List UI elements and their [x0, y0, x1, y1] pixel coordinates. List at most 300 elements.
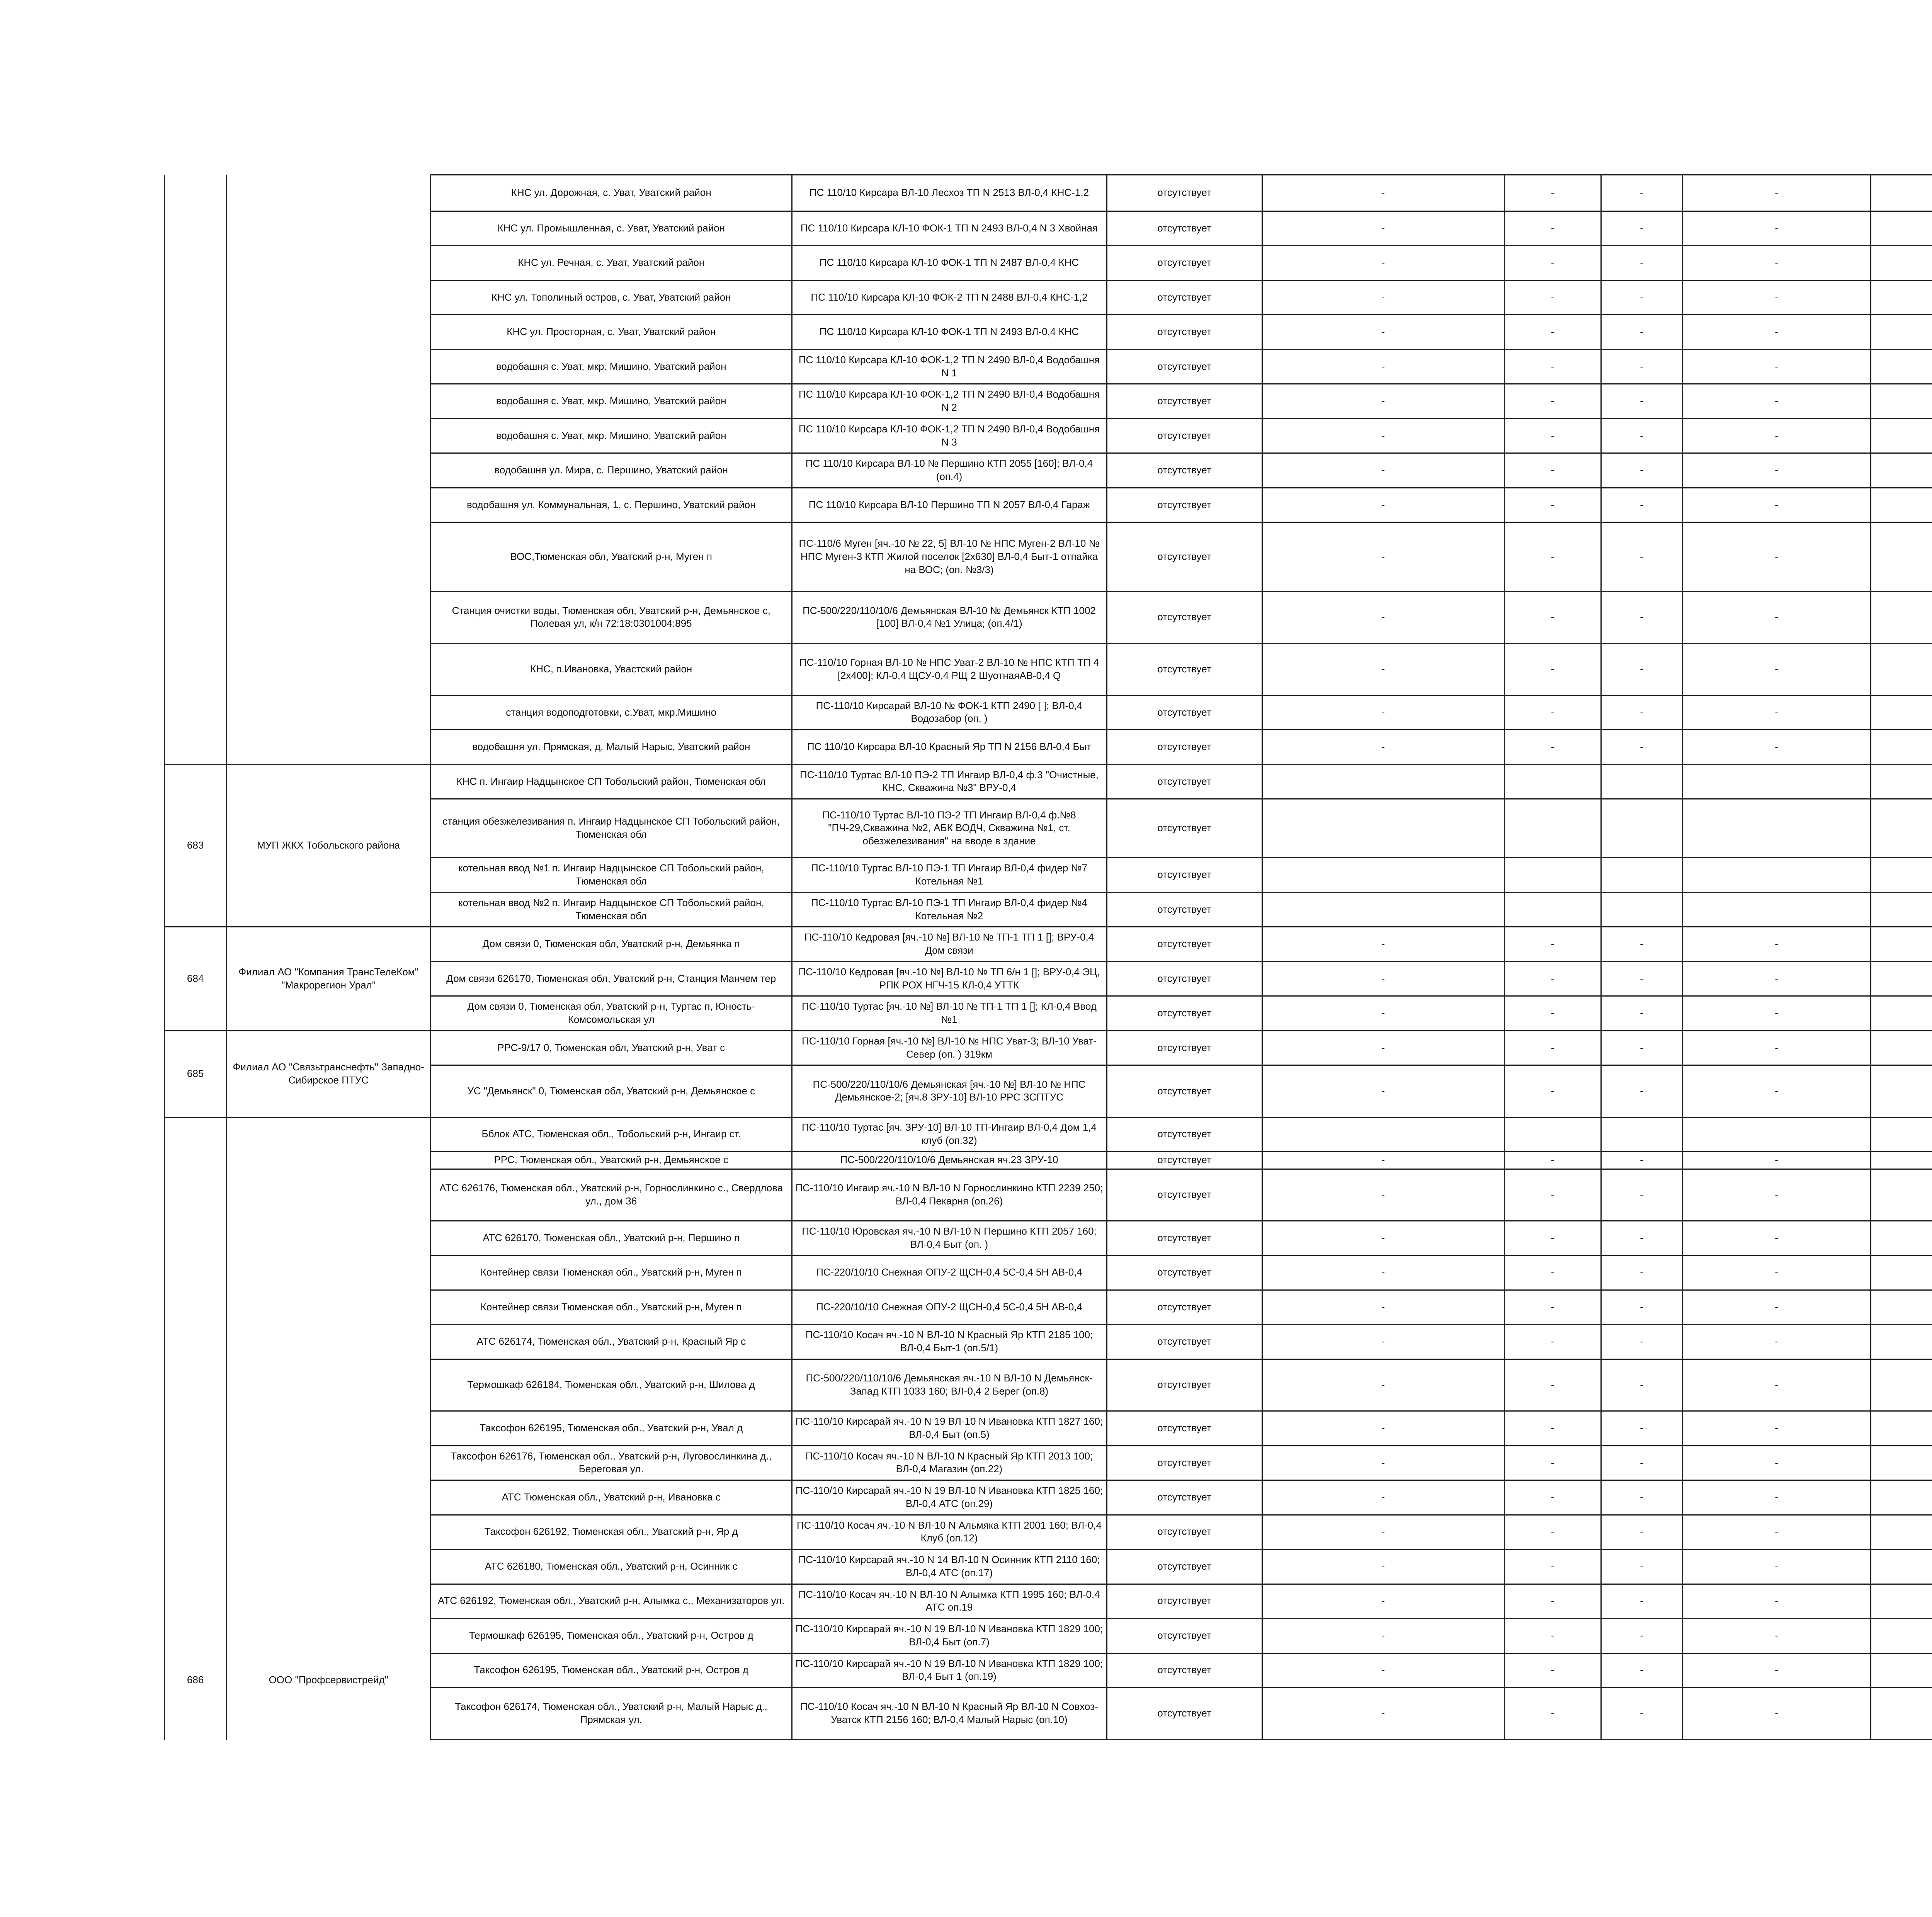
grid-line [430, 798, 1932, 799]
grid-line [1262, 175, 1263, 1740]
organization-cell [226, 175, 430, 764]
organization-cell: Филиал АО "Связьтранснефть" Западно-Сибирское ПТУС [233, 1061, 424, 1086]
empty-value-cell: - [1775, 706, 1778, 718]
empty-value-cell: - [1640, 706, 1643, 718]
grid-line [430, 1584, 1932, 1585]
empty-value-cell [1871, 418, 1932, 453]
empty-value-cell: - [1640, 1266, 1643, 1278]
empty-value-cell: - [1640, 1456, 1643, 1468]
empty-value-cell [1871, 1549, 1932, 1584]
empty-value-cell [1871, 1411, 1932, 1445]
object-cell: водобашня ул. Мира, с. Першино, Уватский район [494, 464, 728, 476]
status-cell: отсутствует [1157, 1456, 1211, 1468]
empty-value-cell: - [1640, 1491, 1643, 1503]
grid-line [1504, 175, 1505, 1740]
object-cell: котельная ввод №2 п. Ингаир Надцынское СП Тобольский район, Тюменская обл [458, 896, 764, 922]
empty-value-cell [1871, 488, 1932, 522]
grid-line [430, 1289, 1932, 1291]
empty-value-cell: - [1551, 1629, 1554, 1641]
empty-value-cell: - [1381, 1154, 1385, 1166]
empty-value-cell: - [1381, 222, 1385, 234]
status-cell: отсутствует [1157, 822, 1211, 834]
status-cell: отсутствует [1157, 1595, 1211, 1607]
empty-value-cell: - [1640, 1301, 1643, 1313]
empty-value-cell: - [1640, 972, 1643, 984]
status-cell: отсутствует [1157, 1085, 1211, 1097]
object-cell: Станция очистки воды, Тюменская обл, Уватский р-н, Демьянское с, Полевая ул, к/н 72:18:0301004:895 [452, 604, 770, 629]
power-source-cell: ПС-500/220/110/10/6 Демьянская [яч.-10 №] ВЛ-10 № НПС Демьянское-2; [яч.8 ЗРУ-10] ВЛ-10 РРС ЗСПТУС [813, 1078, 1086, 1103]
empty-value-cell: - [1381, 1526, 1385, 1538]
status-cell: отсутствует [1157, 972, 1211, 984]
power-source-cell: ПС-110/6 Муген [яч.-10 № 22, 5] ВЛ-10 № НПС Муген-2 ВЛ-10 № НПС Муген-3 КТП Жилой поселок [2х630] ВЛ-0,4 Быт-1 отпайка на ВОС; (оп. №3/3) [799, 538, 1100, 575]
power-source-cell: ПС 110/10 Кирсара ВЛ-10 Першино ТП N 2057 ВЛ-0,4 Гараж [808, 498, 1090, 510]
empty-value-cell: - [1551, 1664, 1554, 1676]
empty-value-cell [1871, 1031, 1932, 1065]
empty-value-cell [1871, 175, 1932, 211]
empty-value-cell: - [1775, 1629, 1778, 1641]
empty-value-cell: - [1551, 1335, 1554, 1347]
empty-value-cell: - [1551, 291, 1554, 303]
status-cell: отсутствует [1157, 938, 1211, 950]
power-source-cell: ПС-110/10 Кирсарай ВЛ-10 № ФОК-1 КТП 2490 [ ]; ВЛ-0,4 Водозабор (оп. ) [816, 699, 1083, 725]
status-cell: отсутствует [1157, 1491, 1211, 1503]
empty-value-cell: - [1775, 938, 1778, 950]
power-source-cell: ПС-110/10 Косач яч.-10 N ВЛ-10 N Красный Яр ВЛ-10 N Совхоз-Уватск КТП 2156 160; ВЛ-0,4 Малый Нарыс (оп.10) [800, 1701, 1098, 1726]
empty-value-cell: - [1551, 1232, 1554, 1243]
empty-value-cell: - [1775, 1595, 1778, 1607]
empty-value-cell: - [1775, 464, 1778, 476]
object-cell: водобашня с. Уват, мкр. Мишино, Уватский район [496, 395, 726, 407]
power-source-cell: ПС 110/10 Кирсара КЛ-10 ФОК-1 ТП N 2487 ВЛ-0,4 КНС [819, 257, 1079, 269]
power-source-cell: ПС-110/10 Юровская яч.-10 N ВЛ-10 N Першино КТП 2057 160; ВЛ-0,4 Быт (оп. ) [802, 1225, 1097, 1250]
empty-value-cell: - [1381, 611, 1385, 623]
empty-value-cell: - [1640, 938, 1643, 950]
empty-value-cell [1871, 643, 1932, 695]
empty-value-cell: - [1551, 326, 1554, 338]
empty-value-cell: - [1640, 611, 1643, 623]
grid-line [430, 1653, 1932, 1654]
empty-value-cell: - [1381, 1595, 1385, 1607]
empty-value-cell: - [1381, 1301, 1385, 1313]
status-cell: отсутствует [1157, 1335, 1211, 1347]
grid-line [164, 764, 431, 765]
empty-value-cell: - [1775, 1560, 1778, 1572]
empty-value-cell: - [1640, 360, 1643, 372]
grid-line [430, 857, 1932, 858]
object-cell: Бблок АТС, Тюменская обл., Тобольский р-н, Ингаир ст. [481, 1128, 741, 1140]
grid-line [430, 1324, 1932, 1325]
object-cell: Таксофон 626192, Тюменская обл., Уватский р-н, Яр д [484, 1526, 738, 1538]
power-source-cell: ПС-220/10/10 Снежная ОПУ-2 ЩСН-0,4 5С-0,4 5Н АВ-0,4 [816, 1266, 1082, 1278]
grid-line [430, 1030, 1932, 1031]
object-cell: водобашня ул. Прямская, д. Малый Нарыс, Уватский район [472, 741, 750, 753]
grid-line [164, 926, 431, 927]
empty-value-cell [1871, 245, 1932, 280]
object-cell: АТС 626192, Тюменская обл., Уватский р-н, Алымка с., Механизаторов ул. [438, 1595, 785, 1607]
grid-line [430, 211, 1932, 212]
empty-value-cell: - [1775, 1085, 1778, 1097]
status-cell: отсутствует [1157, 663, 1211, 675]
empty-value-cell: - [1381, 1041, 1385, 1053]
empty-value-cell: - [1551, 1456, 1554, 1468]
grid-line [430, 1618, 1932, 1619]
empty-value-cell: - [1381, 1664, 1385, 1676]
grid-line [1600, 175, 1602, 1740]
empty-value-cell [1871, 1221, 1932, 1255]
empty-value-cell: - [1640, 222, 1643, 234]
object-cell: Таксофон 626176, Тюменская обл., Уватский р-н, Луговослинкина д., Береговая ул. [451, 1450, 772, 1475]
row-number-cell [164, 175, 226, 764]
object-cell: КНС ул. Речная, с. Уват, Уватский район [518, 257, 705, 269]
empty-value-cell: - [1381, 429, 1385, 441]
empty-value-cell: - [1381, 938, 1385, 950]
empty-value-cell: - [1775, 1526, 1778, 1538]
empty-value-cell [1871, 1584, 1932, 1618]
object-cell: АТС 626174, Тюменская обл., Уватский р-н, Красный Яр с [476, 1335, 746, 1347]
empty-value-cell [1871, 1359, 1932, 1411]
grid-line [430, 487, 1932, 488]
power-source-cell: ПС-110/10 Туртас [яч.-10 №] ВЛ-10 № ТП-1 ТП 1 []; КЛ-0,4 Ввод №1 [802, 1000, 1097, 1026]
empty-value-cell: - [1551, 1085, 1554, 1097]
grid-line [430, 1445, 1932, 1446]
grid-line [430, 729, 1932, 730]
empty-value-cell: - [1775, 291, 1778, 303]
empty-value-cell [1871, 211, 1932, 245]
empty-value-cell: - [1640, 1707, 1643, 1719]
empty-value-cell [1871, 927, 1932, 961]
grid-line [430, 591, 1932, 592]
object-cell: Контейнер связи Тюменская обл., Уватский р-н, Муген п [480, 1301, 742, 1313]
empty-value-cell: - [1551, 464, 1554, 476]
empty-value-cell: - [1775, 1422, 1778, 1434]
empty-value-cell: - [1551, 1707, 1554, 1719]
empty-value-cell: - [1775, 326, 1778, 338]
status-cell: отсутствует [1157, 326, 1211, 338]
empty-value-cell [1871, 1618, 1932, 1653]
status-cell: отсутствует [1157, 291, 1211, 303]
empty-value-cell: - [1775, 1154, 1778, 1166]
empty-value-cell [1871, 1169, 1932, 1221]
object-cell: РРС, Тюменская обл., Уватский р-н, Демьянское с [494, 1154, 728, 1166]
empty-value-cell: - [1640, 498, 1643, 510]
object-cell: АТС 626180, Тюменская обл., Уватский р-н, Осинник с [485, 1560, 738, 1572]
empty-value-cell [1871, 591, 1932, 643]
empty-value-cell [1871, 961, 1932, 996]
empty-value-cell [1871, 453, 1932, 487]
empty-value-cell [1871, 1480, 1932, 1514]
status-cell: отсутствует [1157, 1041, 1211, 1053]
object-cell: Контейнер связи Тюменская обл., Уватский р-н, Муген п [480, 1266, 742, 1278]
empty-value-cell [1871, 522, 1932, 591]
empty-value-cell: - [1640, 663, 1643, 675]
empty-value-cell [1871, 1515, 1932, 1549]
grid-line [430, 349, 1932, 350]
grid-line [430, 1220, 1932, 1221]
power-source-cell: ПС 110/10 Кирсара КЛ-10 ФОК-1,2 ТП N 2490 ВЛ-0,4 Водобашня N 2 [798, 388, 1100, 413]
empty-value-cell [1871, 280, 1932, 315]
object-cell: КНС, п.Ивановка, Уваcтский район [530, 663, 692, 675]
empty-value-cell: - [1551, 972, 1554, 984]
empty-value-cell: - [1381, 1188, 1385, 1200]
power-source-cell: ПС-110/10 Туртас [яч. ЗРУ-10] ВЛ-10 ТП-Ингаир ВЛ-0,4 Дом 1,4 клуб (оп.32) [801, 1121, 1097, 1146]
empty-value-cell: - [1551, 550, 1554, 562]
empty-value-cell: - [1551, 360, 1554, 372]
empty-value-cell: - [1381, 1456, 1385, 1468]
grid-line [430, 961, 1932, 962]
empty-value-cell: - [1775, 429, 1778, 441]
grid-line [430, 892, 1932, 893]
status-cell: отсутствует [1157, 429, 1211, 441]
empty-value-cell: - [1640, 1154, 1643, 1166]
power-source-cell: ПС 110/10 Кирсара ВЛ-10 № Першино КТП 2055 [160]; ВЛ-0,4 (оп.4) [805, 458, 1093, 483]
grid-line [430, 1514, 1932, 1516]
object-cell: КНС ул. Дорожная, с. Уват, Уватский район [511, 187, 711, 198]
empty-value-cell: - [1775, 1188, 1778, 1200]
grid-line [430, 1117, 1932, 1118]
empty-value-cell: - [1551, 222, 1554, 234]
empty-value-cell: - [1640, 1085, 1643, 1097]
empty-value-cell: - [1551, 498, 1554, 510]
empty-value-cell: - [1381, 464, 1385, 476]
empty-value-cell: - [1381, 1232, 1385, 1243]
object-cell: Таксофон 626195, Тюменская обл., Уватский р-н, Остров д [474, 1664, 748, 1676]
empty-value-cell: - [1381, 1379, 1385, 1391]
empty-value-cell: - [1551, 663, 1554, 675]
status-cell: отсутствует [1157, 903, 1211, 915]
object-cell: АТС Тюменская обл., Уватский р-н, Ивановка с [502, 1491, 721, 1503]
empty-value-cell [1871, 1653, 1932, 1687]
object-cell: станция обезжелезивания п. Ингаир Надцынское СП Тобольский район, Тюменская обл [442, 815, 780, 840]
empty-value-cell: - [1551, 1422, 1554, 1434]
status-cell: отсутствует [1157, 464, 1211, 476]
empty-value-cell: - [1381, 1707, 1385, 1719]
empty-value-cell: - [1381, 257, 1385, 269]
grid-line [430, 1549, 1932, 1550]
power-source-cell: ПС-110/10 Горная ВЛ-10 № НПС Уват-2 ВЛ-10 № НПС КТП ТП 4 [2х400]; КЛ-0,4 ЩСУ-0,4 РЩ 2 ШуотнаяАВ-0,4 Q [799, 656, 1099, 681]
object-cell: КНС п. Ингаир Надцынское СП Тобольский район, Тюменская обл [456, 775, 766, 787]
empty-value-cell [1871, 349, 1932, 384]
object-cell: КНС ул. Просторная, с. Уват, Уватский район [507, 326, 716, 338]
power-source-cell: ПС-500/220/110/10/6 Демьянская яч.23 ЗРУ-10 [840, 1154, 1058, 1166]
empty-value-cell: - [1381, 1629, 1385, 1641]
object-cell: водобашня с. Уват, мкр. Мишино, Уватский район [496, 429, 726, 441]
empty-value-cell: - [1775, 741, 1778, 753]
power-source-cell: ПС 110/10 Кирсара ВЛ-10 Красный Яр ТП N 2156 ВЛ-0,4 Быт [807, 741, 1092, 753]
grid-line [791, 175, 793, 1740]
empty-value-cell: - [1551, 1379, 1554, 1391]
empty-value-cell: - [1381, 1007, 1385, 1019]
empty-value-cell: - [1551, 1041, 1554, 1053]
empty-value-cell: - [1640, 1560, 1643, 1572]
status-cell: отсутствует [1157, 1232, 1211, 1243]
empty-value-cell: - [1640, 1422, 1643, 1434]
object-cell: Термошкаф 626195, Тюменская обл., Уватский р-н, Остров д [469, 1629, 753, 1641]
power-source-cell: ПС-110/10 Кирсарай яч.-10 N 19 ВЛ-10 N Ивановка КТП 1829 100; ВЛ-0,4 Быт (оп.7) [795, 1623, 1103, 1648]
status-cell: отсутствует [1157, 1707, 1211, 1719]
object-cell: Дом связи 626170, Тюменская обл, Уватский р-н, Станция Манчем тер [446, 972, 776, 984]
empty-value-cell: - [1775, 498, 1778, 510]
empty-value-cell: - [1775, 1266, 1778, 1278]
empty-value-cell [1871, 1687, 1932, 1739]
object-cell: УС "Демьянск" 0, Тюменская обл, Уватский р-н, Демьянское с [467, 1085, 755, 1097]
empty-value-cell: - [1640, 464, 1643, 476]
empty-value-cell: - [1381, 706, 1385, 718]
power-source-cell: ПС-500/220/110/10/6 Демьянская яч.-10 N ВЛ-10 N Демьянск-Запад КТП 1033 160; ВЛ-0,4 2 Берег (оп.8) [806, 1372, 1093, 1397]
empty-value-cell [1871, 1290, 1932, 1324]
empty-value-cell: - [1640, 395, 1643, 407]
row-number-cell: 685 [187, 1067, 204, 1079]
empty-value-cell: - [1381, 1422, 1385, 1434]
grid-line [430, 1410, 1932, 1412]
status-cell: отсутствует [1157, 498, 1211, 510]
grid-line [430, 522, 1932, 523]
empty-value-cell: - [1381, 663, 1385, 675]
empty-value-cell: - [1551, 1595, 1554, 1607]
empty-value-cell [1871, 1446, 1932, 1480]
organization-cell: Филиал АО "Компания ТрансТелеКом" "Макрорегион Урал" [238, 966, 418, 991]
empty-value-cell: - [1775, 1301, 1778, 1313]
empty-value-cell: - [1775, 1379, 1778, 1391]
empty-value-cell: - [1551, 1154, 1554, 1166]
object-cell: Таксофон 626174, Тюменская обл., Уватский р-н, Малый Нарыс д., Прямская ул. [455, 1701, 767, 1726]
empty-value-cell: - [1551, 1007, 1554, 1019]
power-source-cell: ПС-110/10 Кедровая [яч.-10 №] ВЛ-10 № ТП 6/н 1 []; ВРУ-0,4 ЭЦ, РПК РОХ НГЧ-15 КЛ-0,4 УТТК [798, 966, 1100, 991]
grid-line [430, 418, 1932, 419]
empty-value-cell: - [1640, 326, 1643, 338]
grid-line [164, 1030, 431, 1031]
empty-value-cell: - [1775, 1456, 1778, 1468]
empty-value-cell [1871, 315, 1932, 349]
status-cell: отсутствует [1157, 1560, 1211, 1572]
power-source-cell: ПС-110/10 Косач яч.-10 N ВЛ-10 N Красный Яр КТП 2013 100; ВЛ-0,4 Магазин (оп.22) [805, 1450, 1093, 1475]
power-source-cell: ПС-220/10/10 Снежная ОПУ-2 ЩСН-0,4 5С-0,4 5Н АВ-0,4 [816, 1301, 1082, 1313]
empty-value-cell: - [1775, 1664, 1778, 1676]
status-cell: отсутствует [1157, 1007, 1211, 1019]
empty-value-cell: - [1551, 1491, 1554, 1503]
empty-value-cell: - [1551, 706, 1554, 718]
empty-value-cell: - [1381, 326, 1385, 338]
empty-value-cell: - [1640, 1335, 1643, 1347]
power-source-cell: ПС-110/10 Туртас ВЛ-10 ПЭ-1 ТП Ингаир ВЛ-0,4 фидер №7 Котельная №1 [811, 862, 1087, 887]
grid-line [430, 1687, 1932, 1688]
grid-line [430, 245, 1932, 246]
empty-value-cell: - [1551, 257, 1554, 269]
status-cell: отсутствует [1157, 1526, 1211, 1538]
grid-line [430, 1169, 1932, 1170]
status-cell: отсутствует [1157, 1188, 1211, 1200]
power-source-cell: ПС 110/10 Кирсара КЛ-10 ФОК-2 ТП N 2488 ВЛ-0,4 КНС-1,2 [811, 291, 1088, 303]
empty-value-cell: - [1381, 1491, 1385, 1503]
empty-value-cell: - [1381, 1335, 1385, 1347]
empty-value-cell: - [1640, 1526, 1643, 1538]
status-cell: отсутствует [1157, 1128, 1211, 1140]
object-cell: РРС-9/17 0, Тюменская обл, Уватский р-н, Уват с [497, 1041, 725, 1053]
empty-value-cell: - [1775, 611, 1778, 623]
power-source-cell: ПС-110/10 Кирсарай яч.-10 N 19 ВЛ-10 N Ивановка КТП 1829 100; ВЛ-0,4 Быт 1 (оп.19) [795, 1657, 1103, 1682]
empty-value-cell: - [1775, 1707, 1778, 1719]
organization-cell: ООО "Профсервистрейд" [269, 1674, 388, 1686]
empty-value-cell [1871, 1255, 1932, 1289]
grid-line [430, 1359, 1932, 1360]
grid-line [430, 1480, 1932, 1481]
power-source-cell: ПС-500/220/110/10/6 Демьянская ВЛ-10 № Демьянск КТП 1002 [100] ВЛ-0,4 №1 Улица; (оп.4/1) [803, 604, 1096, 629]
empty-value-cell: - [1551, 1266, 1554, 1278]
empty-value-cell: - [1381, 550, 1385, 562]
power-source-cell: ПС 110/10 Кирсара ВЛ-10 Лесхоз ТП N 2513 ВЛ-0,4 КНС-1,2 [809, 187, 1089, 198]
empty-value-cell: - [1381, 741, 1385, 753]
object-cell: ВОС,Тюменская обл, Уватский р-н, Муген п [510, 550, 712, 562]
empty-value-cell: - [1640, 291, 1643, 303]
object-cell: Дом связи 0, Тюменская обл, Уватский р-н, Туртас п, Юность-Комсомольская ул [467, 1000, 755, 1026]
power-source-cell: ПС-110/10 Косач яч.-10 N ВЛ-10 N Алымка КТП 1995 160; ВЛ-0,4 АТС оп.19 [798, 1588, 1100, 1613]
grid-line [430, 280, 1932, 281]
grid-line [430, 314, 1932, 315]
object-cell: АТС 626176, Тюменская обл., Уватский р-н, Горнослинкино с., Свердлова ул., дом 36 [439, 1182, 783, 1207]
status-cell: отсутствует [1157, 1154, 1211, 1166]
status-cell: отсутствует [1157, 611, 1211, 623]
empty-value-cell: - [1640, 1007, 1643, 1019]
row-number-cell: 686 [187, 1674, 204, 1686]
empty-value-cell: - [1381, 187, 1385, 198]
object-cell: водобашня ул. Коммунальная, 1, с. Першино, Уватский район [466, 498, 756, 510]
empty-value-cell: - [1381, 360, 1385, 372]
grid-line [1106, 175, 1107, 1740]
empty-value-cell: - [1775, 1041, 1778, 1053]
empty-value-cell: - [1775, 187, 1778, 198]
object-cell: КНС ул. Тополиный остров, с. Уват, Уватский район [491, 291, 731, 303]
empty-value-cell: - [1551, 395, 1554, 407]
empty-value-cell [1871, 1065, 1932, 1117]
empty-value-cell: - [1640, 1232, 1643, 1243]
empty-value-cell [1871, 1324, 1932, 1359]
power-source-cell: ПС-110/10 Горная [яч.-10 №] ВЛ-10 № НПС Уват-3; ВЛ-10 Уват-Север (оп. ) 319км [802, 1035, 1097, 1060]
grid-line [430, 995, 1932, 997]
empty-value-cell: - [1381, 395, 1385, 407]
status-cell: отсутствует [1157, 706, 1211, 718]
empty-value-cell: - [1381, 291, 1385, 303]
status-cell: отсутствует [1157, 775, 1211, 787]
empty-value-cell: - [1381, 1085, 1385, 1097]
empty-value-cell: - [1775, 360, 1778, 372]
empty-value-cell: - [1775, 222, 1778, 234]
empty-value-cell: - [1775, 395, 1778, 407]
grid-line [1682, 175, 1683, 1740]
empty-value-cell: - [1640, 1041, 1643, 1053]
power-source-cell: ПС-110/10 Косач яч.-10 N ВЛ-10 N Красный Яр КТП 2185 100; ВЛ-0,4 Быт-1 (оп.5/1) [805, 1329, 1093, 1354]
object-cell: АТС 626170, Тюменская обл., Уватский р-н, Першино п [483, 1232, 740, 1243]
power-source-cell: ПС-110/10 Кирсарай яч.-10 N 19 ВЛ-10 N Ивановка КТП 1825 160; ВЛ-0,4 АТС (оп.29) [795, 1485, 1103, 1509]
empty-value-cell: - [1551, 1188, 1554, 1200]
power-source-cell: ПС-110/10 Туртас ВЛ-10 ПЭ-1 ТП Ингаир ВЛ-0,4 фидер №4 Котельная №2 [811, 896, 1087, 922]
empty-value-cell: - [1381, 1266, 1385, 1278]
empty-value-cell: - [1551, 1526, 1554, 1538]
organization-cell: МУП ЖКХ Тобольского района [257, 839, 400, 851]
grid-line [430, 1255, 1932, 1256]
status-cell: отсутствует [1157, 395, 1211, 407]
power-source-cell: ПС-110/10 Туртас ВЛ-10 ПЭ-2 ТП Ингаир ВЛ-0,4 ф.№8 "ПЧ-29,Скважина №2, АБК ВОДЧ, Скважина №1, ст. обезжелезивания" на вводе в здание [822, 809, 1076, 847]
power-source-cell: ПС-110/10 Косач яч.-10 N ВЛ-10 N Альмяка КТП 2001 160; ВЛ-0,4 Клуб (оп.12) [796, 1519, 1102, 1544]
empty-value-cell: - [1381, 1560, 1385, 1572]
empty-value-cell: - [1640, 741, 1643, 753]
power-source-cell: ПС-110/10 Кирсарай яч.-10 N 19 ВЛ-10 N Ивановка КТП 1827 160; ВЛ-0,4 Быт (оп.5) [795, 1415, 1103, 1440]
empty-value-cell: - [1381, 498, 1385, 510]
power-source-cell: ПС-110/10 Кирсарай яч.-10 N 14 ВЛ-10 N Осинник КТП 2110 160; ВЛ-0,4 АТС (оп.17) [798, 1554, 1100, 1579]
empty-value-cell: - [1551, 741, 1554, 753]
power-source-cell: ПС 110/10 Кирсара КЛ-10 ФОК-1,2 ТП N 2490 ВЛ-0,4 Водобашня N 1 [798, 354, 1100, 379]
status-cell: отсутствует [1157, 869, 1211, 881]
empty-value-cell [1871, 996, 1932, 1030]
empty-value-cell: - [1640, 429, 1643, 441]
